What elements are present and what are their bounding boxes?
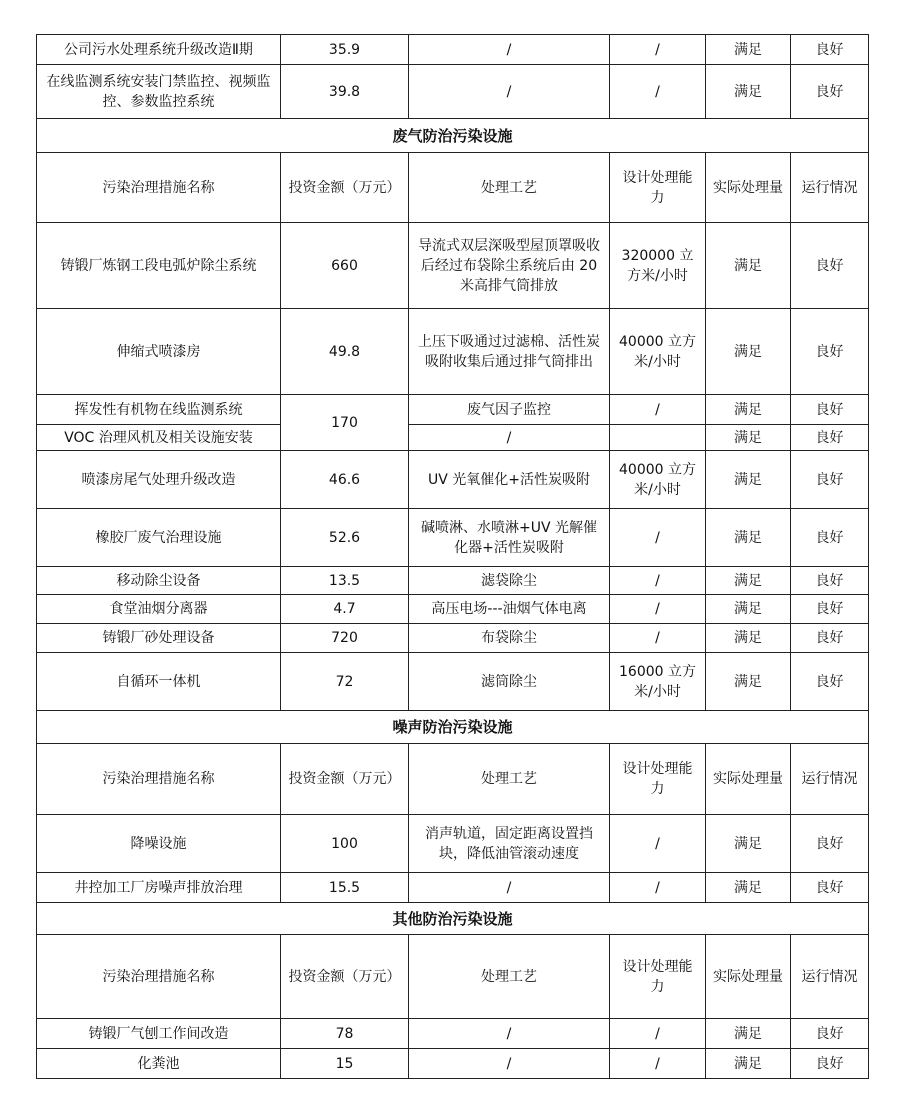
process-cell: 布袋除尘	[409, 624, 610, 653]
design-capacity-cell: /	[610, 509, 706, 567]
operation-status-cell: 良好	[791, 595, 869, 624]
investment-cell: 52.6	[281, 509, 409, 567]
process-cell: 滤袋除尘	[409, 567, 610, 595]
table-row	[37, 1019, 869, 1049]
table-row	[37, 35, 869, 65]
actual-capacity-cell: 满足	[706, 815, 791, 873]
investment-cell: 35.9	[281, 35, 409, 65]
process-cell: /	[409, 35, 610, 65]
operation-status-cell: 良好	[791, 65, 869, 119]
facility-name-cell: 自循环一体机	[37, 653, 281, 711]
design-capacity-cell: /	[610, 624, 706, 653]
design-capacity-cell: 16000 立方米/小时	[610, 653, 706, 711]
header-design-capacity-cell: 设计处理能力	[610, 153, 706, 223]
section-title: 噪声防治污染设施	[37, 711, 869, 744]
operation-status-cell: 良好	[791, 425, 869, 451]
design-capacity-cell: 40000 立方米/小时	[610, 309, 706, 395]
facility-name-cell: 移动除尘设备	[37, 567, 281, 595]
facility-name-cell: 橡胶厂废气治理设施	[37, 509, 281, 567]
facility-name-cell: 喷漆房尾气处理升级改造	[37, 451, 281, 509]
header-operation-status-cell: 运行情况	[791, 744, 869, 815]
actual-capacity-cell: 满足	[706, 509, 791, 567]
investment-cell: 15.5	[281, 873, 409, 903]
table-row	[37, 624, 869, 653]
pollution-facilities-table	[36, 34, 869, 1079]
actual-capacity-cell: 满足	[706, 653, 791, 711]
design-capacity-cell: /	[610, 1019, 706, 1049]
actual-capacity-cell: 满足	[706, 309, 791, 395]
actual-capacity-cell: 满足	[706, 1019, 791, 1049]
table-row	[37, 653, 869, 711]
operation-status-cell: 良好	[791, 451, 869, 509]
process-cell: 高压电场---油烟气体电离	[409, 595, 610, 624]
process-cell: 上压下吸通过过滤棉、活性炭吸附收集后通过排气筒排出	[409, 309, 610, 395]
investment-cell: 72	[281, 653, 409, 711]
actual-capacity-cell: 满足	[706, 65, 791, 119]
process-cell: /	[409, 1019, 610, 1049]
investment-cell: 46.6	[281, 451, 409, 509]
table-row	[37, 395, 869, 425]
process-cell: 导流式双层深吸型屋顶罩吸收后经过布袋除尘系统后由 20 米高排气筒排放	[409, 223, 610, 309]
header-actual-capacity-cell: 实际处理量	[706, 744, 791, 815]
actual-capacity-cell: 满足	[706, 223, 791, 309]
design-capacity-cell	[610, 425, 706, 451]
design-capacity-cell: /	[610, 567, 706, 595]
investment-cell: 170	[281, 395, 409, 451]
column-header-row	[37, 935, 869, 1019]
operation-status-cell: 良好	[791, 223, 869, 309]
actual-capacity-cell: 满足	[706, 873, 791, 903]
process-cell: 消声轨道，固定距离设置挡块，降低油管滚动速度	[409, 815, 610, 873]
actual-capacity-cell: 满足	[706, 395, 791, 425]
table-row	[37, 567, 869, 595]
table-body	[37, 35, 869, 1079]
header-actual-capacity-cell: 实际处理量	[706, 153, 791, 223]
table-row	[37, 509, 869, 567]
table-row	[37, 309, 869, 395]
operation-status-cell: 良好	[791, 873, 869, 903]
actual-capacity-cell: 满足	[706, 595, 791, 624]
table-row	[37, 873, 869, 903]
section-title: 废气防治污染设施	[37, 119, 869, 153]
process-cell: /	[409, 873, 610, 903]
investment-cell: 100	[281, 815, 409, 873]
design-capacity-cell: /	[610, 395, 706, 425]
operation-status-cell: 良好	[791, 1049, 869, 1079]
facility-name-cell: VOC 治理风机及相关设施安装	[37, 425, 281, 451]
header-process-cell: 处理工艺	[409, 935, 610, 1019]
column-header-row	[37, 153, 869, 223]
section-heading-row	[37, 119, 869, 153]
table-row	[37, 451, 869, 509]
header-investment-cell: 投资金额（万元）	[281, 744, 409, 815]
table-row	[37, 223, 869, 309]
header-process-cell: 处理工艺	[409, 153, 610, 223]
investment-cell: 15	[281, 1049, 409, 1079]
actual-capacity-cell: 满足	[706, 451, 791, 509]
operation-status-cell: 良好	[791, 395, 869, 425]
table-row	[37, 815, 869, 873]
facility-name-cell: 在线监测系统安装门禁监控、视频监控、参数监控系统	[37, 65, 281, 119]
investment-cell: 78	[281, 1019, 409, 1049]
facility-name-cell: 铸锻厂砂处理设备	[37, 624, 281, 653]
operation-status-cell: 良好	[791, 509, 869, 567]
actual-capacity-cell: 满足	[706, 567, 791, 595]
operation-status-cell: 良好	[791, 35, 869, 65]
header-design-capacity-cell: 设计处理能力	[610, 744, 706, 815]
actual-capacity-cell: 满足	[706, 425, 791, 451]
header-actual-capacity-cell: 实际处理量	[706, 935, 791, 1019]
process-cell: /	[409, 425, 610, 451]
investment-cell: 720	[281, 624, 409, 653]
facility-name-cell: 伸缩式喷漆房	[37, 309, 281, 395]
section-title: 其他防治污染设施	[37, 903, 869, 935]
facility-name-cell: 公司污水处理系统升级改造Ⅱ期	[37, 35, 281, 65]
header-operation-status-cell: 运行情况	[791, 153, 869, 223]
process-cell: /	[409, 65, 610, 119]
section-heading-row	[37, 903, 869, 935]
operation-status-cell: 良好	[791, 309, 869, 395]
header-process-cell: 处理工艺	[409, 744, 610, 815]
actual-capacity-cell: 满足	[706, 624, 791, 653]
operation-status-cell: 良好	[791, 1019, 869, 1049]
process-cell: /	[409, 1049, 610, 1079]
table-row	[37, 595, 869, 624]
header-investment-cell: 投资金额（万元）	[281, 153, 409, 223]
design-capacity-cell: /	[610, 65, 706, 119]
design-capacity-cell: /	[610, 815, 706, 873]
investment-cell: 4.7	[281, 595, 409, 624]
header-facility-name-cell: 污染治理措施名称	[37, 153, 281, 223]
actual-capacity-cell: 满足	[706, 1049, 791, 1079]
facility-name-cell: 挥发性有机物在线监测系统	[37, 395, 281, 425]
design-capacity-cell: 320000 立方米/小时	[610, 223, 706, 309]
operation-status-cell: 良好	[791, 815, 869, 873]
investment-cell: 13.5	[281, 567, 409, 595]
operation-status-cell: 良好	[791, 653, 869, 711]
process-cell: 废气因子监控	[409, 395, 610, 425]
investment-cell: 660	[281, 223, 409, 309]
process-cell: UV 光氧催化+活性炭吸附	[409, 451, 610, 509]
facility-name-cell: 食堂油烟分离器	[37, 595, 281, 624]
header-facility-name-cell: 污染治理措施名称	[37, 935, 281, 1019]
column-header-row	[37, 744, 869, 815]
investment-cell: 39.8	[281, 65, 409, 119]
table-row	[37, 1049, 869, 1079]
header-facility-name-cell: 污染治理措施名称	[37, 744, 281, 815]
operation-status-cell: 良好	[791, 567, 869, 595]
design-capacity-cell: 40000 立方米/小时	[610, 451, 706, 509]
investment-cell: 49.8	[281, 309, 409, 395]
section-heading-row	[37, 711, 869, 744]
facility-name-cell: 降噪设施	[37, 815, 281, 873]
header-operation-status-cell: 运行情况	[791, 935, 869, 1019]
design-capacity-cell: /	[610, 35, 706, 65]
header-design-capacity-cell: 设计处理能力	[610, 935, 706, 1019]
design-capacity-cell: /	[610, 873, 706, 903]
process-cell: 滤筒除尘	[409, 653, 610, 711]
design-capacity-cell: /	[610, 1049, 706, 1079]
process-cell: 碱喷淋、水喷淋+UV 光解催化器+活性炭吸附	[409, 509, 610, 567]
facility-name-cell: 铸锻厂气刨工作间改造	[37, 1019, 281, 1049]
table-row	[37, 425, 869, 451]
design-capacity-cell: /	[610, 595, 706, 624]
facility-name-cell: 铸锻厂炼钢工段电弧炉除尘系统	[37, 223, 281, 309]
facility-name-cell: 井控加工厂房噪声排放治理	[37, 873, 281, 903]
operation-status-cell: 良好	[791, 624, 869, 653]
actual-capacity-cell: 满足	[706, 35, 791, 65]
facility-name-cell: 化粪池	[37, 1049, 281, 1079]
table-row	[37, 65, 869, 119]
header-investment-cell: 投资金额（万元）	[281, 935, 409, 1019]
